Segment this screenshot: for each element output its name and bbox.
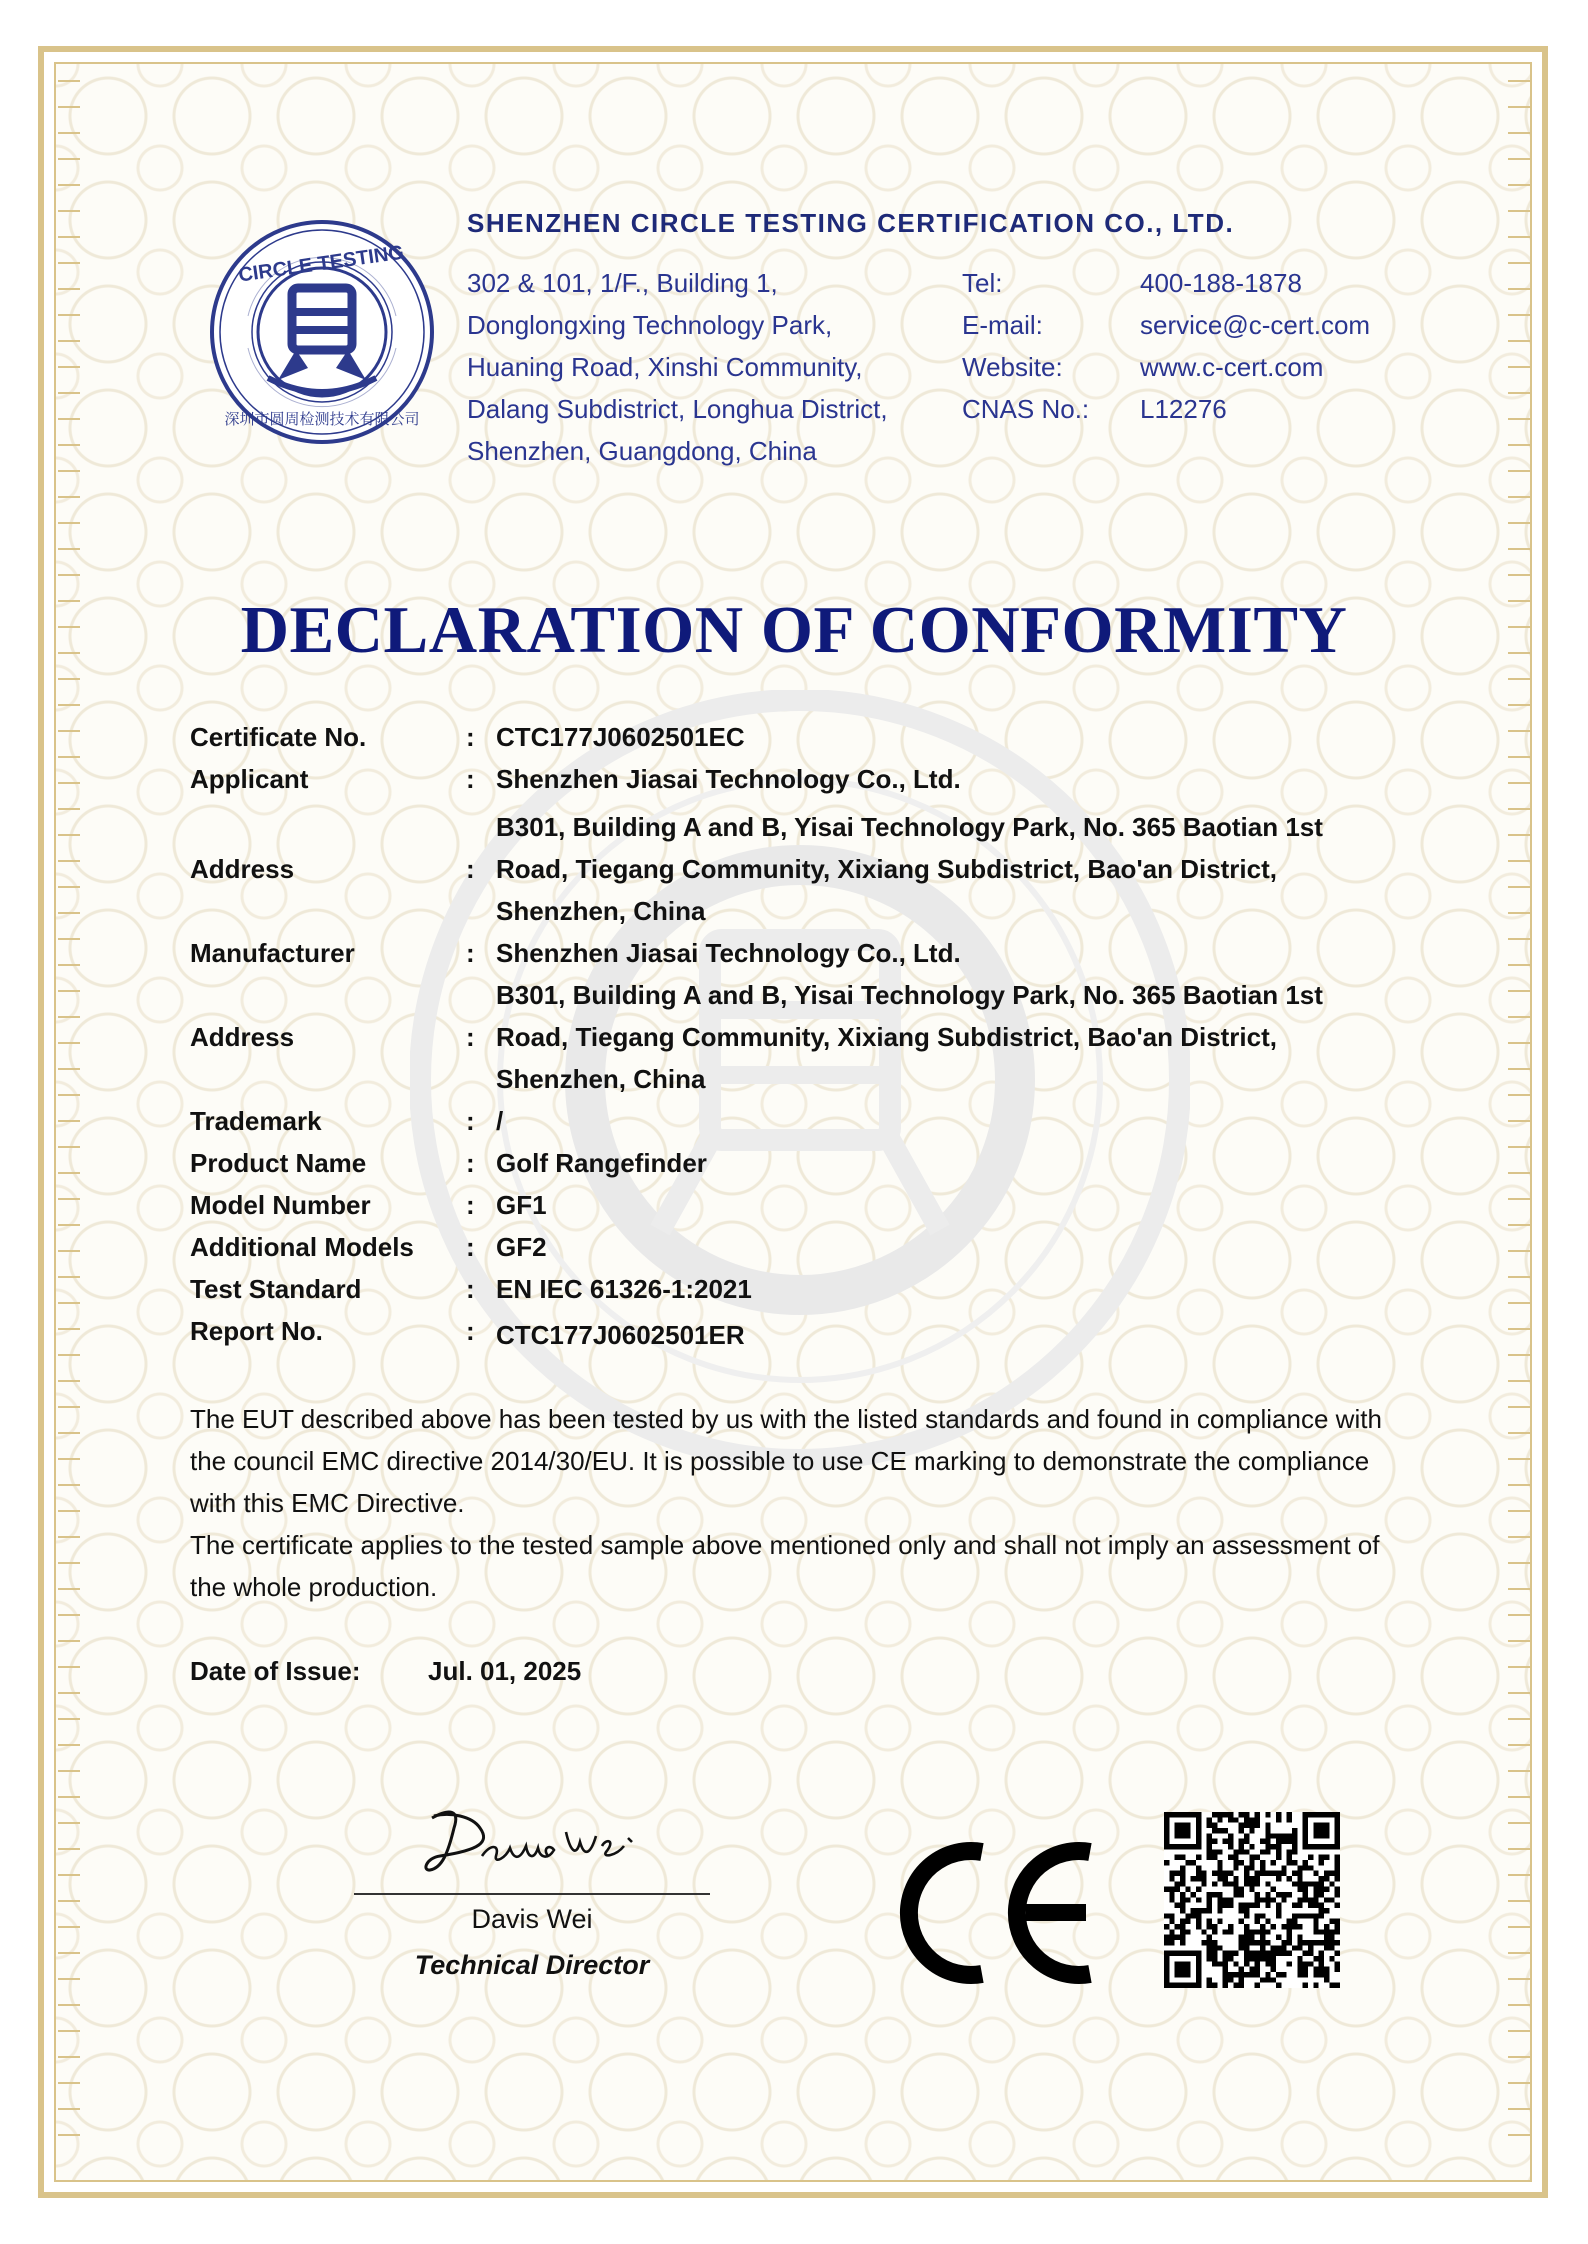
contact-cnas: CNAS No.: L12276 xyxy=(962,394,1227,424)
compliance-statement xyxy=(190,1398,1390,1608)
signatory-title: Technical Director xyxy=(414,1950,650,1980)
statement-paragraph: The certificate applies to the tested sample above mentioned only and shall not imply an assessment of the whole production. xyxy=(190,1530,1380,1602)
address-line: Huaning Road, Xinshi Community, xyxy=(467,352,863,382)
svg-text:CIRCLE TESTING: CIRCLE TESTING xyxy=(237,241,406,287)
company-name: SHENZHEN CIRCLE TESTING CERTIFICATION CO., LTD. xyxy=(467,208,1235,238)
ce-mark-icon xyxy=(886,1838,1096,1988)
certificate-fields xyxy=(190,722,1430,1352)
address-line: Donglongxing Technology Park, xyxy=(467,310,833,340)
qr-code-icon xyxy=(1164,1812,1340,1988)
field-trademark: Trademark : / xyxy=(190,1106,504,1136)
signature-line xyxy=(354,1893,710,1895)
statement-paragraph: The EUT described above has been tested by us with the listed standards and found in compliance with the council EMC directive 2014/30/EU. It is possible to use CE marking to demonstrate the compliance with this EMC Directive. xyxy=(190,1404,1382,1518)
contact-block xyxy=(962,262,1370,430)
company-address xyxy=(467,262,888,472)
right-border-ticks xyxy=(1508,80,1530,2160)
address-line: 302 & 101, 1/F., Building 1, xyxy=(467,268,778,298)
field-report-no: Report No. : CTC177J0602501ER xyxy=(190,1316,745,1350)
field-test-standard: Test Standard : EN IEC 61326-1:2021 xyxy=(190,1274,752,1304)
contact-tel: Tel: 400-188-1878 xyxy=(962,268,1302,298)
address-line: Dalang Subdistrict, Longhua District, xyxy=(467,394,888,424)
svg-text:深圳市圆周检测技术有限公司: 深圳市圆周检测技术有限公司 xyxy=(224,410,420,428)
field-model-number: Model Number : GF1 xyxy=(190,1190,547,1220)
contact-email: E-mail: service@c-cert.com xyxy=(962,310,1371,340)
field-applicant: Applicant : Shenzhen Jiasai Technology Co., Ltd. xyxy=(190,764,961,794)
date-of-issue: Date of Issue: Jul. 01, 2025 xyxy=(190,1656,582,1686)
field-certificate-no: Certificate No. : CTC177J0602501EC xyxy=(190,722,745,752)
field-manufacturer: Manufacturer : Shenzhen Jiasai Technology Co., Ltd. xyxy=(190,938,961,968)
contact-website: Website: www.c-cert.com xyxy=(962,352,1324,382)
field-manufacturer-address: Address : B301, Building A and B, Yisai Technology Park, No. 365 Baotian 1st Road, Tiegang Community, Xixiang Subdistrict, Bao'an District, Shenzhen, China xyxy=(190,980,1323,1094)
field-product-name: Product Name : Golf Rangefinder xyxy=(190,1148,707,1178)
signatory-name: Davis Wei xyxy=(471,1904,593,1934)
company-logo xyxy=(208,218,436,446)
field-additional-models: Additional Models : GF2 xyxy=(190,1232,547,1262)
signature xyxy=(420,1798,640,1888)
left-border-ticks xyxy=(58,80,80,2160)
document-title: DECLARATION OF CONFORMITY xyxy=(240,593,1348,667)
field-applicant-address: Address : B301, Building A and B, Yisai Technology Park, No. 365 Baotian 1st Road, Tiegang Community, Xixiang Subdistrict, Bao'an District, Shenzhen, China xyxy=(190,812,1323,926)
address-line: Shenzhen, Guangdong, China xyxy=(467,436,817,466)
